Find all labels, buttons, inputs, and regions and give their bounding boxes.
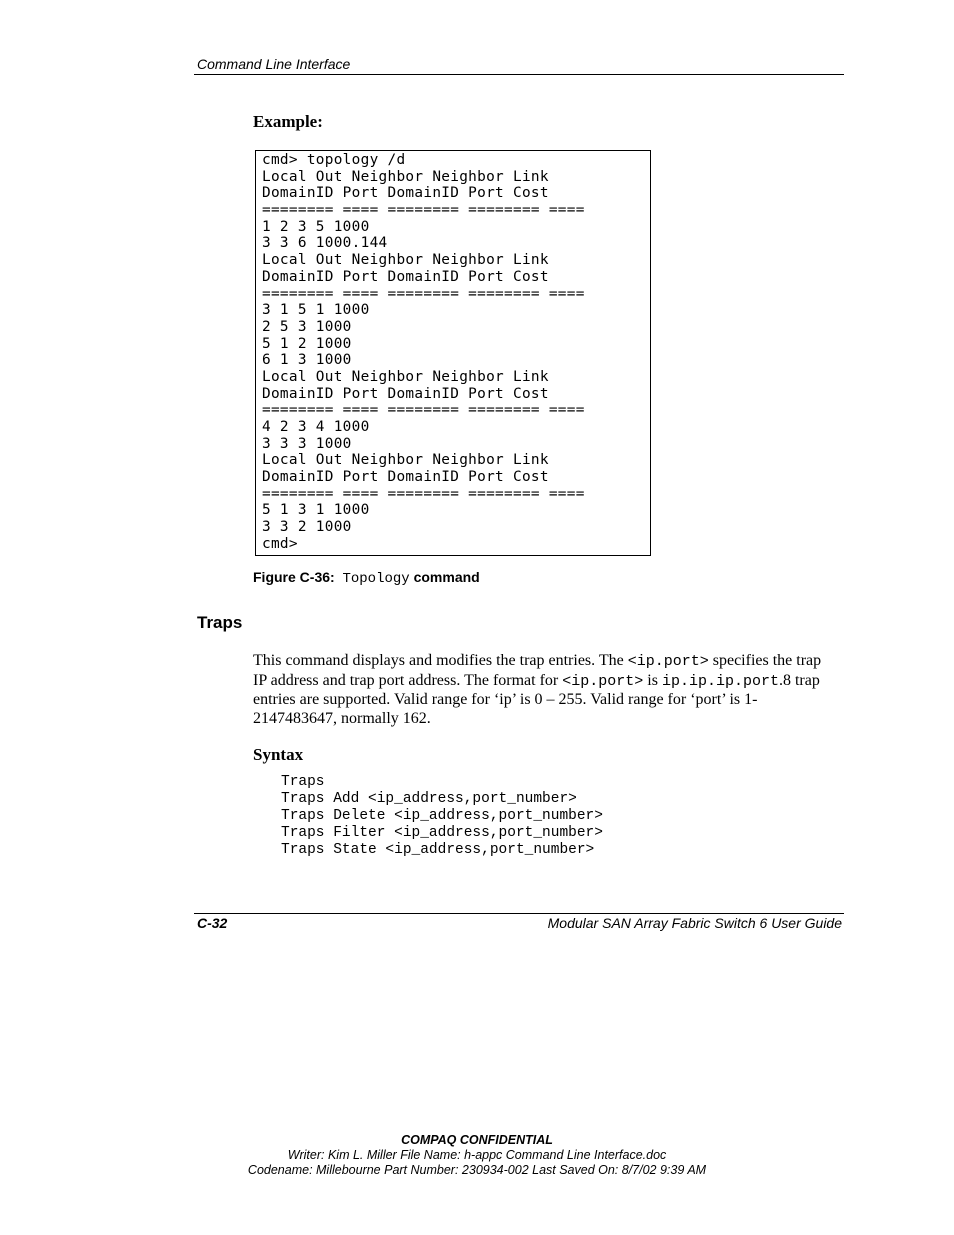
terminal-line: cmd> topology /d <box>262 152 406 168</box>
terminal-line: 5 1 3 1 1000 <box>262 502 370 519</box>
terminal-line: 3 1 5 1 1000 <box>262 302 370 319</box>
terminal-line: 2 5 3 1000 <box>262 318 352 335</box>
guide-title: Modular SAN Array Fabric Switch 6 User Guide <box>547 915 842 931</box>
terminal-line: ======== ==== ======== ======== ==== <box>262 202 585 219</box>
figure-caption-label: Figure C-36: <box>253 569 335 585</box>
terminal-line: DomainID Port DomainID Port Cost <box>262 268 549 285</box>
terminal-output <box>255 150 651 556</box>
terminal-line: 5 1 2 1000 <box>262 335 352 352</box>
section-heading-traps: Traps <box>197 613 243 632</box>
figure-caption <box>253 569 480 587</box>
syntax-line: Traps <box>281 774 325 790</box>
figure-caption-code: Topology <box>342 571 410 587</box>
terminal-line: 3 3 2 1000 <box>262 519 352 536</box>
terminal-line: DomainID Port DomainID Port Cost <box>262 385 549 402</box>
syntax-line: Traps State <ip_address,port_number> <box>281 842 595 858</box>
paragraph-text: is <box>643 671 662 689</box>
figure-caption-suffix: command <box>413 569 480 585</box>
terminal-line: cmd> <box>262 535 298 552</box>
confidential-title: COMPAQ CONFIDENTIAL <box>401 1133 553 1147</box>
footer-rule <box>194 913 844 914</box>
terminal-line: ======== ==== ======== ======== ==== <box>262 485 585 502</box>
header-rule <box>194 74 844 75</box>
terminal-line: ======== ==== ======== ======== ==== <box>262 402 585 419</box>
syntax-line: Traps Add <ip_address,port_number> <box>281 791 577 807</box>
syntax-line: Traps Filter <ip_address,port_number> <box>281 825 603 841</box>
running-header: Command Line Interface <box>197 56 351 72</box>
traps-description <box>253 652 833 728</box>
confidential-notice <box>0 1133 954 1178</box>
terminal-line: ======== ==== ======== ======== ==== <box>262 285 585 302</box>
terminal-line: 3 3 3 1000 <box>262 435 352 452</box>
confidential-line: Codename: Millebourne Part Number: 230934-002 Last Saved On: 8/7/02 9:39 AM <box>247 1163 707 1177</box>
paragraph-text: This command displays and modifies the trap entries. The <box>253 652 628 669</box>
paragraph-text: .8 trap entries are supported. Valid range for ‘ip’ is 0 – 255. Valid range for ‘port’ is 1-2147483647, normally 162. <box>253 671 820 727</box>
terminal-line: Local Out Neighbor Neighbor Link <box>262 252 549 269</box>
paragraph-text: specifies the trap IP address and trap port address. The format for <box>253 652 822 689</box>
terminal-line: 3 3 6 1000.144 <box>262 235 388 252</box>
inline-code: <ip.port> <box>627 653 709 670</box>
terminal-line: DomainID Port DomainID Port Cost <box>262 185 549 202</box>
terminal-line: 1 2 3 5 1000 <box>262 218 370 235</box>
terminal-line: 6 1 3 1000 <box>262 352 352 369</box>
terminal-line: Local Out Neighbor Neighbor Link <box>262 368 549 385</box>
confidential-line: Writer: Kim L. Miller File Name: h-appc Command Line Interface.doc <box>287 1148 667 1162</box>
terminal-line: DomainID Port DomainID Port Cost <box>262 469 549 486</box>
syntax-line: Traps Delete <ip_address,port_number> <box>281 808 603 824</box>
page-number: C-32 <box>197 915 228 931</box>
syntax-heading: Syntax <box>253 745 304 764</box>
example-heading: Example: <box>253 112 323 131</box>
terminal-line: Local Out Neighbor Neighbor Link <box>262 168 549 185</box>
syntax-block <box>281 774 603 859</box>
terminal-line: Local Out Neighbor Neighbor Link <box>262 452 549 469</box>
terminal-line: 4 2 3 4 1000 <box>262 419 370 435</box>
inline-code: ip.ip.ip.port <box>661 672 779 690</box>
inline-code: <ip.port> <box>562 672 644 690</box>
